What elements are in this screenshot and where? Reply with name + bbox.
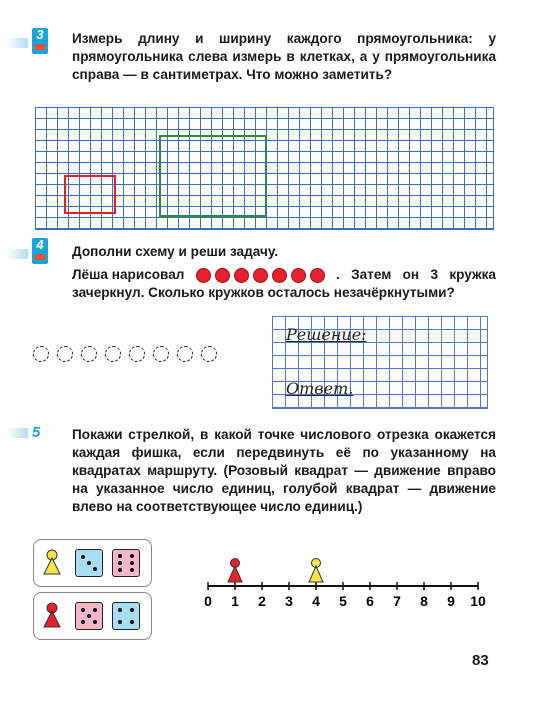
blue-die-4 xyxy=(112,602,140,630)
answer-label: Ответ. xyxy=(286,379,354,398)
die-pip xyxy=(93,620,97,624)
task-5-number: 5 xyxy=(32,424,41,441)
die-pip xyxy=(130,561,134,565)
dashed-circle[interactable] xyxy=(57,346,73,362)
die-pip xyxy=(118,568,122,572)
number-line-label: 5 xyxy=(339,593,347,609)
task-3-text: Измерь длину и ширину каждого прямоугольника: у прямоугольника слева измерь в клетках, а у прямоугольника справа — в сантиметрах. Что можно заметить? xyxy=(72,31,496,82)
book-icon xyxy=(35,254,45,260)
die-pip xyxy=(130,620,134,624)
pink-die-5 xyxy=(75,602,103,630)
die-pip xyxy=(93,608,97,612)
die-pip xyxy=(118,554,122,558)
die-pip xyxy=(118,561,122,565)
task-marker-bar xyxy=(6,428,28,438)
solution-label: Решение: xyxy=(286,325,367,344)
pink-die-6 xyxy=(112,549,140,577)
die-pip xyxy=(130,568,134,572)
red-rectangle xyxy=(64,175,116,214)
dashed-circle[interactable] xyxy=(81,346,97,362)
number-line-label: 4 xyxy=(312,593,320,609)
task-marker-bar xyxy=(6,249,28,259)
book-icon xyxy=(35,44,45,50)
task-marker-bar xyxy=(6,38,28,48)
task-4-badge xyxy=(32,238,48,264)
number-line-label: 0 xyxy=(204,593,212,609)
number-line-label: 6 xyxy=(366,593,374,609)
route-card-yellow xyxy=(33,539,152,587)
die-pip xyxy=(118,608,122,612)
die-pip xyxy=(87,561,91,565)
task-3-number: 3 xyxy=(36,27,44,42)
solution-grid xyxy=(272,316,488,409)
die-pip xyxy=(93,567,97,571)
number-line-label: 3 xyxy=(285,593,293,609)
task-3-grid xyxy=(35,107,494,230)
dashed-circles-row xyxy=(33,346,233,364)
task-4-text-after: . Затем он 3 кружка зачеркнул. Сколько кружков осталось незачёркнутыми? xyxy=(72,267,496,300)
red-token-on-line[interactable] xyxy=(228,559,242,583)
dashed-circle[interactable] xyxy=(129,346,145,362)
dashed-circle[interactable] xyxy=(177,346,193,362)
die-pip xyxy=(87,614,91,618)
task-3-badge xyxy=(32,28,48,54)
task-5-text: Покажи стрелкой, в какой точке числового отрезка окажется каждая фишка, если передвинуть её по указанному на квадратах маршруту. (Розовый квадрат — движение вправо на указанное число единиц, голубой квадрат — движение влево на соответствующее число единиц.) xyxy=(72,427,496,514)
red-token-icon xyxy=(43,602,61,628)
yellow-token-icon xyxy=(43,549,61,575)
dashed-circle[interactable] xyxy=(33,346,49,362)
yellow-token-on-line[interactable] xyxy=(309,559,323,583)
die-pip xyxy=(118,620,122,624)
green-rectangle xyxy=(159,135,267,217)
number-line-label: 2 xyxy=(258,593,266,609)
page-number: 83 xyxy=(472,652,489,669)
blue-die-3 xyxy=(75,549,103,577)
task-4-text-before: Лёша нарисовал xyxy=(72,267,185,282)
number-line-label: 1 xyxy=(231,593,239,609)
dashed-circle[interactable] xyxy=(201,346,217,362)
number-line xyxy=(196,554,496,610)
route-card-red xyxy=(33,592,152,640)
die-pip xyxy=(81,608,85,612)
die-pip xyxy=(81,620,85,624)
number-line-label: 10 xyxy=(470,593,486,609)
number-line-label: 8 xyxy=(420,593,428,609)
number-line-label: 7 xyxy=(393,593,401,609)
die-pip xyxy=(130,554,134,558)
dashed-circle[interactable] xyxy=(153,346,169,362)
task-4-number: 4 xyxy=(36,237,44,252)
task-4-heading: Дополни схему и реши задачу. xyxy=(72,244,278,259)
number-line-label: 9 xyxy=(447,593,455,609)
die-pip xyxy=(130,608,134,612)
die-pip xyxy=(81,555,85,559)
dashed-circle[interactable] xyxy=(105,346,121,362)
